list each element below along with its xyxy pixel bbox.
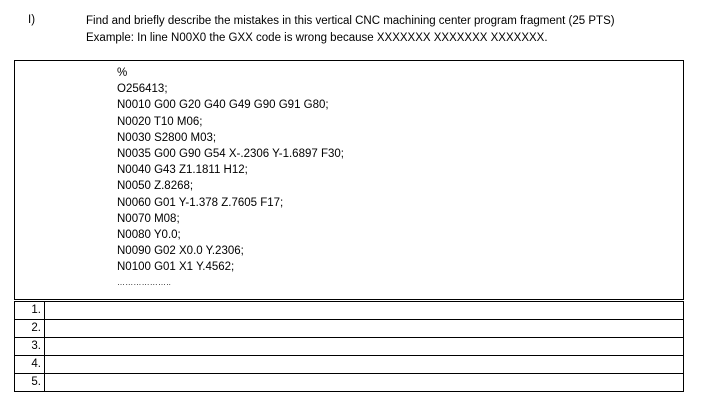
program-line: N0080 Y0.0; — [117, 228, 181, 241]
answer-row — [15, 374, 684, 392]
answer-cell[interactable] — [45, 356, 684, 374]
program-line: N0070 M08; — [117, 212, 180, 225]
program-line: N0030 S2800 M03; — [117, 131, 217, 144]
answer-index: 2. — [15, 320, 45, 338]
answer-cell[interactable] — [45, 302, 684, 320]
answer-index: 5. — [15, 374, 45, 392]
answer-cell[interactable] — [45, 374, 684, 392]
program-line: N0100 G01 X1 Y.4562; — [117, 261, 235, 274]
answer-index: 1. — [15, 302, 45, 320]
program-line: N0035 G00 G90 G54 X-.2306 Y-1.6897 F30; — [117, 147, 344, 160]
answer-row — [15, 302, 684, 320]
question-example: Example: In line N00X0 the GXX code is wrong because XXXXXXX XXXXXXX XXXXXXX. — [86, 32, 548, 44]
question-instruction: Find and briefly describe the mistakes in this vertical CNC machining center program fragment (25 PTS) — [86, 15, 615, 27]
answer-row — [15, 356, 684, 374]
answer-index: 4. — [15, 356, 45, 374]
answer-index: 3. — [15, 338, 45, 356]
program-lines — [117, 65, 344, 275]
answer-cell[interactable] — [45, 320, 684, 338]
program-continuation: ……………….. — [117, 278, 172, 287]
answer-cell[interactable] — [45, 338, 684, 356]
program-line: N0050 Z.8268; — [117, 180, 194, 193]
answer-row — [15, 338, 684, 356]
program-line: N0060 G01 Y-1.378 Z.7605 F17; — [117, 196, 284, 209]
program-line: N0020 T10 M06; — [117, 115, 203, 128]
answer-row — [15, 320, 684, 338]
program-fragment-box — [14, 60, 684, 300]
question-prompt — [86, 13, 615, 47]
program-line: N0090 G02 X0.0 Y.2306; — [117, 245, 244, 258]
program-line: O256413; — [117, 83, 168, 96]
question-number: I) — [28, 14, 36, 26]
program-line: % — [117, 67, 128, 79]
program-line: N0040 G43 Z1.1811 H12; — [117, 164, 248, 177]
program-line: N0010 G00 G20 G40 G49 G90 G91 G80; — [117, 99, 329, 112]
answer-table — [14, 301, 684, 392]
